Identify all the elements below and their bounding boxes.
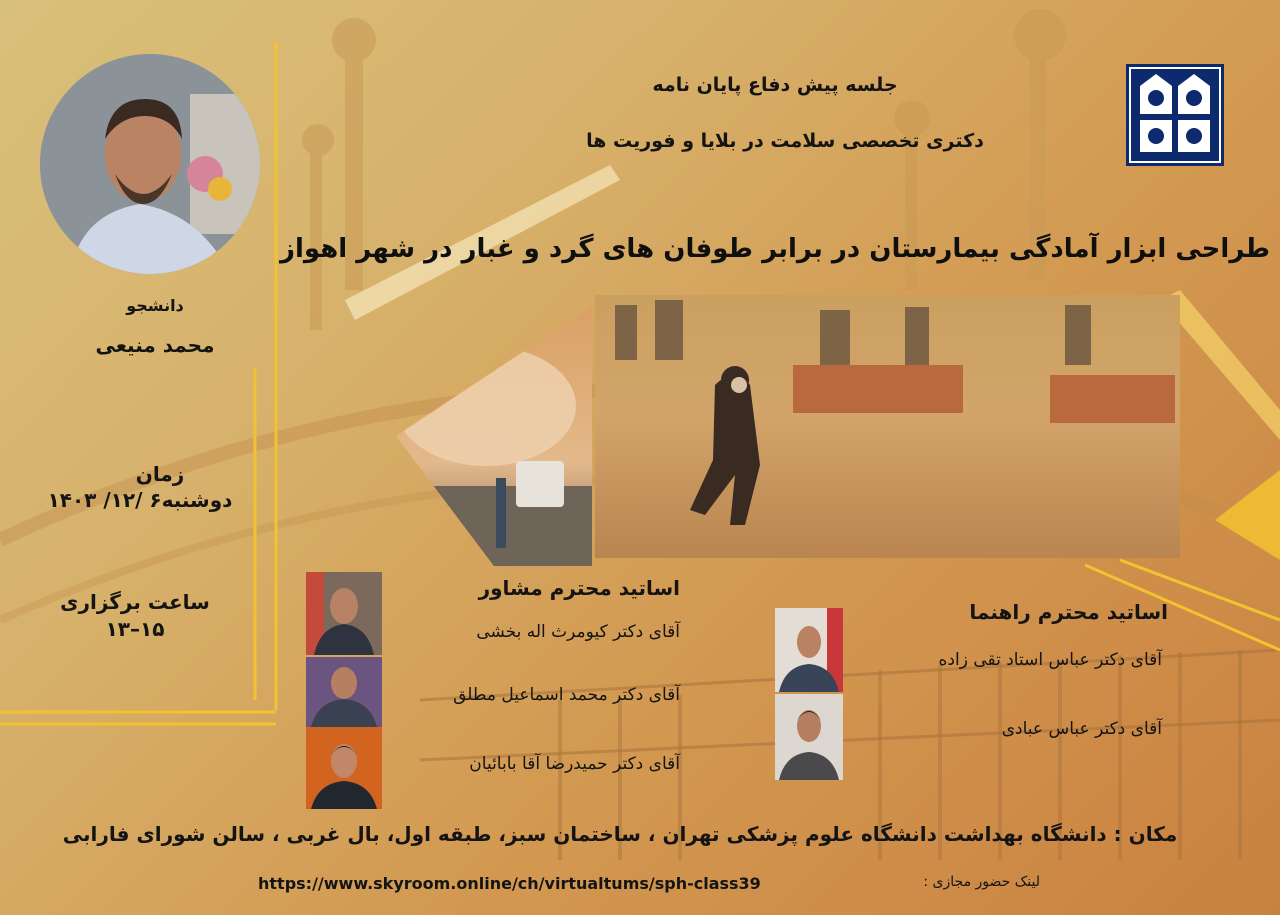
hours-value: ۱۵–۱۳: [105, 617, 165, 641]
time-date: دوشنبه۶ /۱۲/ ۱۴۰۳: [47, 488, 233, 512]
supervisor-photo-1: [775, 608, 843, 692]
supervisor-name-2: آقای دکتر عباس عبادی: [1001, 719, 1162, 739]
advisor-photo-1: [306, 572, 382, 655]
location-text: مکان : دانشگاه بهداشت دانشگاه علوم پزشکی تهران ، ساختمان سبز، طبقه اول، بال غربی ، سالن شورای فارابی: [62, 822, 1178, 846]
supervisors-heading: اساتید محترم راهنما: [969, 600, 1168, 624]
dust-storm-photo-main: [595, 295, 1180, 558]
virtual-link-url[interactable]: https://www.skyroom.online/ch/virtualtums/sph-class39: [258, 874, 761, 893]
supervisor-photo-2: [775, 694, 843, 780]
advisor-photo-2: [306, 657, 382, 727]
university-logo-icon: [1126, 64, 1224, 166]
virtual-link-label: لینک حضور مجازی :: [923, 874, 1040, 890]
advisor-name-1: آقای دکتر کیومرث اله بخشی: [476, 622, 680, 642]
time-label: زمان: [135, 462, 185, 486]
header-line-1: جلسه پیش دفاع پایان نامه: [652, 74, 898, 96]
student-photo: [40, 54, 260, 274]
advisor-name-3: آقای دکتر حمیدرضا آقا بابائیان: [469, 754, 680, 774]
supervisor-name-1: آقای دکتر عباس استاد تقی زاده: [938, 650, 1162, 670]
hours-label: ساعت برگزاری: [60, 590, 210, 614]
student-label: دانشجو: [126, 296, 184, 315]
header-line-2: دکتری تخصصی سلامت در بلایا و فوریت ها: [586, 130, 984, 152]
student-name: محمد منیعی: [95, 333, 215, 357]
advisor-photo-3: [306, 727, 382, 809]
advisor-name-2: آقای دکتر محمد اسماعیل مطلق: [453, 685, 680, 705]
page-title: طراحی ابزار آمادگی بیمارستان در برابر طوفان های گرد و غبار در شهر اهواز: [280, 234, 1270, 264]
advisors-heading: اساتید محترم مشاور: [478, 576, 680, 600]
